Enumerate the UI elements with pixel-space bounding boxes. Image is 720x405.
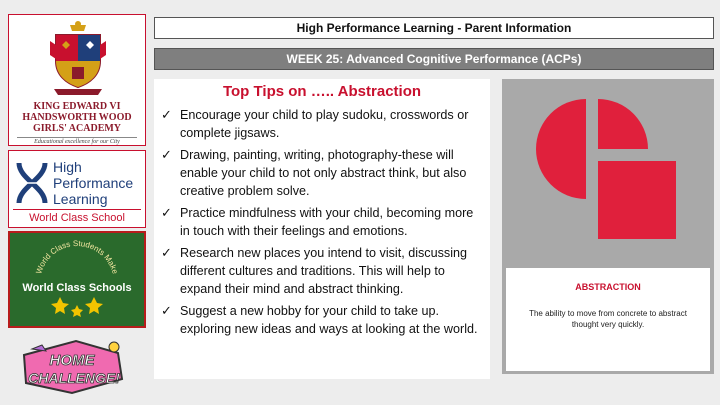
week-banner: WEEK 25: Advanced Cognitive Performance (ACPs) — [154, 48, 714, 70]
home-challenge-logo — [18, 335, 128, 399]
hpl-logo — [8, 150, 146, 228]
tip-text: Drawing, painting, writing, photography-these will enable your child to not only abstract think, but also creative problem solve. — [180, 148, 467, 198]
hpl-knot-icon — [15, 161, 49, 205]
world-class-schools-logo — [8, 231, 146, 328]
abstraction-description: The ability to move from concrete to abstract thought very quickly. — [529, 309, 687, 329]
tip-item — [158, 302, 484, 338]
star-icon — [109, 342, 119, 352]
abstraction-heading: ABSTRACTION — [575, 282, 641, 292]
hpl-line-1: High — [53, 159, 82, 175]
tip-text: Research new places you intend to visit, discussing different cultures and traditions. This will help to expand their mind and abstract thinking. — [180, 246, 468, 296]
check-icon: ✓ — [161, 147, 172, 162]
school-crest-icon — [48, 21, 108, 97]
tip-text: Suggest a new hobby for your child to take up. exploring new ideas and ways at looking at the world. — [180, 304, 478, 336]
wcs-emblem — [10, 233, 144, 326]
school-motto: Educational excellence for our City — [17, 137, 137, 145]
abstraction-icon — [534, 97, 684, 247]
star-people-icon — [51, 297, 103, 317]
hpl-line-2: Performance — [53, 175, 134, 191]
school-name-line-1: KING EDWARD VI — [33, 101, 121, 112]
home-challenge-word-1: HOME — [49, 352, 95, 369]
hpl-line-3: Learning — [53, 191, 108, 207]
tips-title: Top Tips on ….. Abstraction — [222, 83, 422, 100]
wcs-main-text: World Class Schools — [22, 282, 132, 294]
tips-panel — [154, 79, 490, 379]
tip-item — [158, 244, 484, 298]
tip-item — [158, 106, 484, 142]
school-name-line-2: HANDSWORTH WOOD — [22, 112, 132, 123]
school-logo — [8, 14, 146, 146]
tip-item — [158, 146, 484, 200]
tip-text: Practice mindfulness with your child, becoming more in touch with their feelings and emotions. — [180, 206, 474, 238]
abstraction-card — [502, 79, 714, 374]
school-name-line-3: GIRLS' ACADEMY — [32, 123, 122, 134]
hpl-divider — [13, 209, 141, 210]
tips-list — [158, 106, 484, 342]
page-title: High Performance Learning - Parent Information — [154, 17, 714, 39]
check-icon: ✓ — [161, 303, 172, 318]
tip-item — [158, 204, 484, 240]
check-icon: ✓ — [161, 245, 172, 260]
tip-text: Encourage your child to play sudoku, crosswords or complete jigsaws. — [180, 108, 469, 140]
home-challenge-word-2: CHALLENGE! — [28, 370, 120, 386]
check-icon: ✓ — [161, 205, 172, 220]
hpl-tagline: World Class School — [29, 212, 125, 224]
check-icon: ✓ — [161, 107, 172, 122]
abstraction-definition — [506, 268, 710, 371]
wcs-arc-text: World Class Students Make — [34, 238, 120, 276]
